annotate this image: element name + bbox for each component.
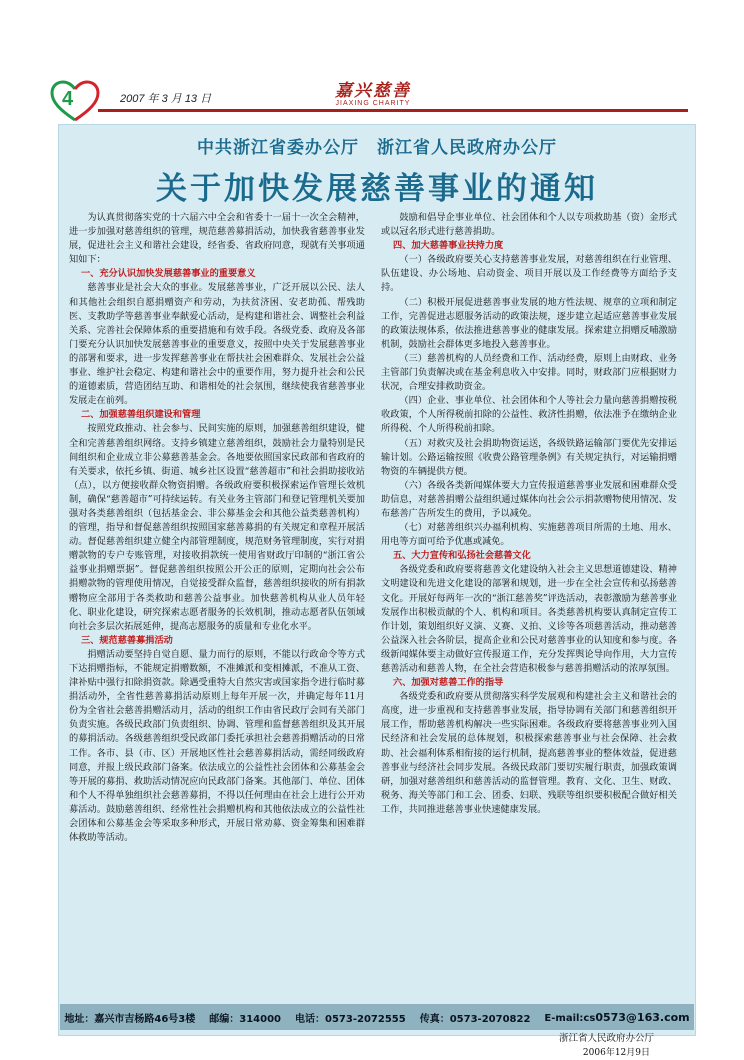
paragraph: 鼓励和倡导企事业单位、社会团体和个人以专项救助基（资）金形式或以冠名形式进行慈善捐助。 <box>381 212 677 238</box>
paragraph: 各级党委和政府要从贯彻落实科学发展观和构建社会主义和谐社会的高度，进一步重视和支持慈善事业发展，指导协调有关部门和慈善组织开展工作，帮助慈善机构解决一些实际困难。各级政府要将慈善事业列入国民经济和社会发展的总体规划，积极探索慈善事业与社会保障、社会救助、社会福利体系相衔接的运行机制，提高慈善事业的整体效益，促进慈善事业与经济社会同步发展。各级民政部门要切实履行职责，加强政策调研，加强对慈善组织和慈善活动的监督管理。教育、文化、卫生、财政、税务、海关等部门和工会、团委、妇联、残联等组织要积极配合做好相关工作，共同推进慈善事业快速健康发展。 <box>381 691 677 815</box>
section-heading: 五、大力宣传和弘扬社会慈善文化 <box>392 550 531 562</box>
footer-phone: 电话：0573-2072555 <box>295 1013 406 1025</box>
signature-org-2: 浙江省人民政府办公厅 <box>559 1033 655 1044</box>
masthead <box>318 82 428 107</box>
section-heading: 四、加大慈善事业扶持力度 <box>392 240 504 252</box>
paragraph: 为认真贯彻落实党的十六届六中全会和省委十一届十一次全会精神，进一步加强对慈善组织的管理，规范慈善募捐活动，加快我省慈善事业发展，促进社会主义和谐社会建设，经省委、省政府同意，现就有关事项通知如下： <box>69 212 365 266</box>
section-heading: 三、规范慈善募捐活动 <box>80 634 173 646</box>
paragraph: （三）慈善机构的人员经费和工作、活动经费，原则上由财政、业务主管部门负责解决或在基金利息收入中安排。同时，财政部门应根据财力状况，合理安排救助资金。 <box>381 352 677 393</box>
heart-icon <box>50 80 100 124</box>
masthead-subtitle: JIAXING CHARITY <box>335 100 411 107</box>
paragraph: 按照党政推动、社会参与、民间实施的原则，加强慈善组织建设，健全和完善慈善组织网络。支持乡镇建立慈善组织，鼓励社会力量特别是民间组织和企业成立非公募慈善基金会。各地要依照国家民政部和省政府的有关要求，依托乡镇、街道、城乡社区设置“慈善超市”和社会捐助接收站（点），以方便接收群众物资捐赠。各级政府要积极探索运作管理长效机制，确保“慈善超市”可持续运转。有关业务主管部门和登记管理机关要加强对各类慈善组织（包括基金会、非公募基金会和其他公益类慈善机构）的管理，指导和督促慈善组织按照国家慈善募捐的有关规定和章程开展活动。督促慈善组织建立健全内部管理制度，规范财务管理制度，实行对捐赠款物的专户专账管理，对接收捐款统一使用省财政厅印制的“浙江省公益事业捐赠票据”。督促慈善组织按照公开公正的原则，定期向社会公布捐赠款物的管理使用情况，自觉接受群众监督，慈善组织接收的所有捐款赠物应全部用于各类救助和慈善公益事业。加快慈善机构从业人员年轻化、职业化建设，研究探索志愿者服务的长效机制，推动志愿者队伍领域向社会多层次拓展延伸，提高志愿服务的质量和专业化水平。 <box>69 423 365 632</box>
issue-date: 2007 年 3 月 13 日 <box>120 93 212 105</box>
page-number-logo <box>50 80 100 124</box>
footer-email-domain: 0573@163.com <box>595 1010 690 1024</box>
footer-fax: 传真：0573-2070822 <box>419 1013 531 1025</box>
paragraph: （七）对慈善组织兴办福利机构、实施慈善项目所需的土地、用水、用电等方面可给予优惠或减免。 <box>381 522 677 548</box>
footer-email-label: E-mail:cs <box>544 1012 596 1024</box>
paragraph: 慈善事业是社会大众的事业。发展慈善事业，广泛开展以公民、法人和其他社会组织自愿捐赠资产和劳动，为扶贫济困、安老助孤、帮残助医、支教助学等慈善事业奉献爱心活动，是构建和谐社会、调整社会利益关系、完善社会保障体系的重要措施和有效手段。各级党委、政府及各部门要充分认识加快发展慈善事业的重要意义，按照中央关于发展慈善事业的部署和要求，进一步发挥慈善事业在帮扶社会困难群众、发展社会公益事业、维护社会稳定、构建和谐社会中的重要作用，努力提升社会和公民的道德素质，营造团结互助、和谐相处的社会氛围，继续使我省慈善事业发展走在前列。 <box>69 282 365 407</box>
header-rule <box>98 109 688 112</box>
left-column <box>69 211 365 845</box>
signature-date: 2006年12月9日 <box>582 1048 651 1058</box>
article-panel <box>58 124 696 1058</box>
footer-email[interactable] <box>544 1011 689 1024</box>
paragraph: （一）各级政府要关心支持慈善事业发展，对慈善组织在行业管理、队伍建设、办公场地、启动资金、项目开展以及工作经费等方面给予支持。 <box>381 254 677 294</box>
paragraph: （六）各级各类新闻媒体要大力宣传报道慈善事业发展和困难群众受助信息，对慈善捐赠公益组织通过媒体向社会公示捐款赠物使用情况、发布慈善广告所发生的费用，予以减免。 <box>381 479 677 519</box>
paragraph: （二）积极开展促进慈善事业发展的地方性法规、规章的立项和制定工作，完善促进志愿服务活动的政策法规，逐步建立起适应慈善事业发展的政策法规体系，依法推进慈善事业的健康发展。探索建立捐赠反哺激励机制，鼓励社会群体更多地投入慈善事业。 <box>381 296 677 350</box>
section-heading: 六、加强对慈善工作的指导 <box>392 677 504 689</box>
right-column <box>381 211 677 817</box>
footer-zip: 邮编：314000 <box>209 1013 282 1025</box>
section-heading: 一、充分认识加快发展慈善事业的重要意义 <box>80 268 256 280</box>
paragraph: 各级党委和政府要将慈善文化建设纳入社会主义思想道德建设、精神文明建设和先进文化建设的部署和规划，进一步在全社会宣传和弘扬慈善文化。开展好每两年一次的“浙江慈善奖”评选活动，表彰激励为慈善事业发展作出积极贡献的个人、机构和项目。各类慈善机构要认真制定宣传工作计划，策划组织好义演、义赛、义拍、义诊等各项慈善活动，推动慈善公益深入社会各阶层，提高企业和公民对慈善事业的认知度和参与度。各级新闻媒体要主动做好宣传报道工作，充分发挥舆论导向作用，大力宣传慈善活动和慈善人物，在全社会营造积极参与慈善捐赠活动的浓厚氛围。 <box>381 564 677 674</box>
section-heading: 二、加强慈善组织建设和管理 <box>80 409 201 421</box>
footer-bar <box>60 1004 694 1030</box>
article-issuer: 中共浙江省委办公厅 浙江省人民政府办公厅 <box>197 138 557 158</box>
paragraph: 捐赠活动要坚持自觉自愿、量力而行的原则，不能以行政命令等方式下达捐赠指标，不能规定捐赠数额，不准摊派和变相摊派，不准从工资、津补贴中强行扣除捐资款。除遇受重特大自然灾害或国家指令进行临时募捐活动外，全省性慈善募捐活动原则上每年开展一次，并确定每年11月份为全省社会慈善捐赠活动月，活动的组织工作由省民政厅会同有关部门负责实施。各级民政部门负责组织、协调、管理和监督慈善组织及其开展的募捐活动。各级慈善组织受民政部门委托承担社会慈善捐赠活动的日常工作。各市、县（市、区）开展地区性社会慈善募捐活动，需经同级政府同意，并报上级民政部门备案。依法成立的公益性社会团体和公募基金会等开展的募捐、救助活动情况应向民政部门备案。其他部门、单位、团体和个人不得单独组织社会慈善募捐，不得以任何理由在社会上进行公开劝募活动。鼓励慈善组织、经常性社会捐赠机构和其他依法成立的公益性社会团体和公募基金会等采取多种形式，开展日常劝募、资金筹集和困难群体救助等活动。 <box>69 648 365 844</box>
page-number: 4 <box>62 88 74 110</box>
article-title: 关于加快发展慈善事业的通知 <box>156 171 598 207</box>
masthead-title: 嘉兴慈善 <box>335 81 411 101</box>
paragraph: （五）对救灾及社会捐助物资运送，各级铁路运输部门要优先安排运输计划。公路运输按照《收费公路管理条例》有关规定执行，对运输捐赠物资的车辆提供方便。 <box>381 437 677 477</box>
footer-address: 地址：嘉兴市吉杨路46号3楼 <box>64 1013 196 1025</box>
paragraph: （四）企业、事业单位、社会团体和个人等社会力量向慈善捐赠按税收政策，个人所得税前扣除的公益性、救济性捐赠，依法准予在缴纳企业所得税、个人所得税前扣除。 <box>381 395 677 435</box>
